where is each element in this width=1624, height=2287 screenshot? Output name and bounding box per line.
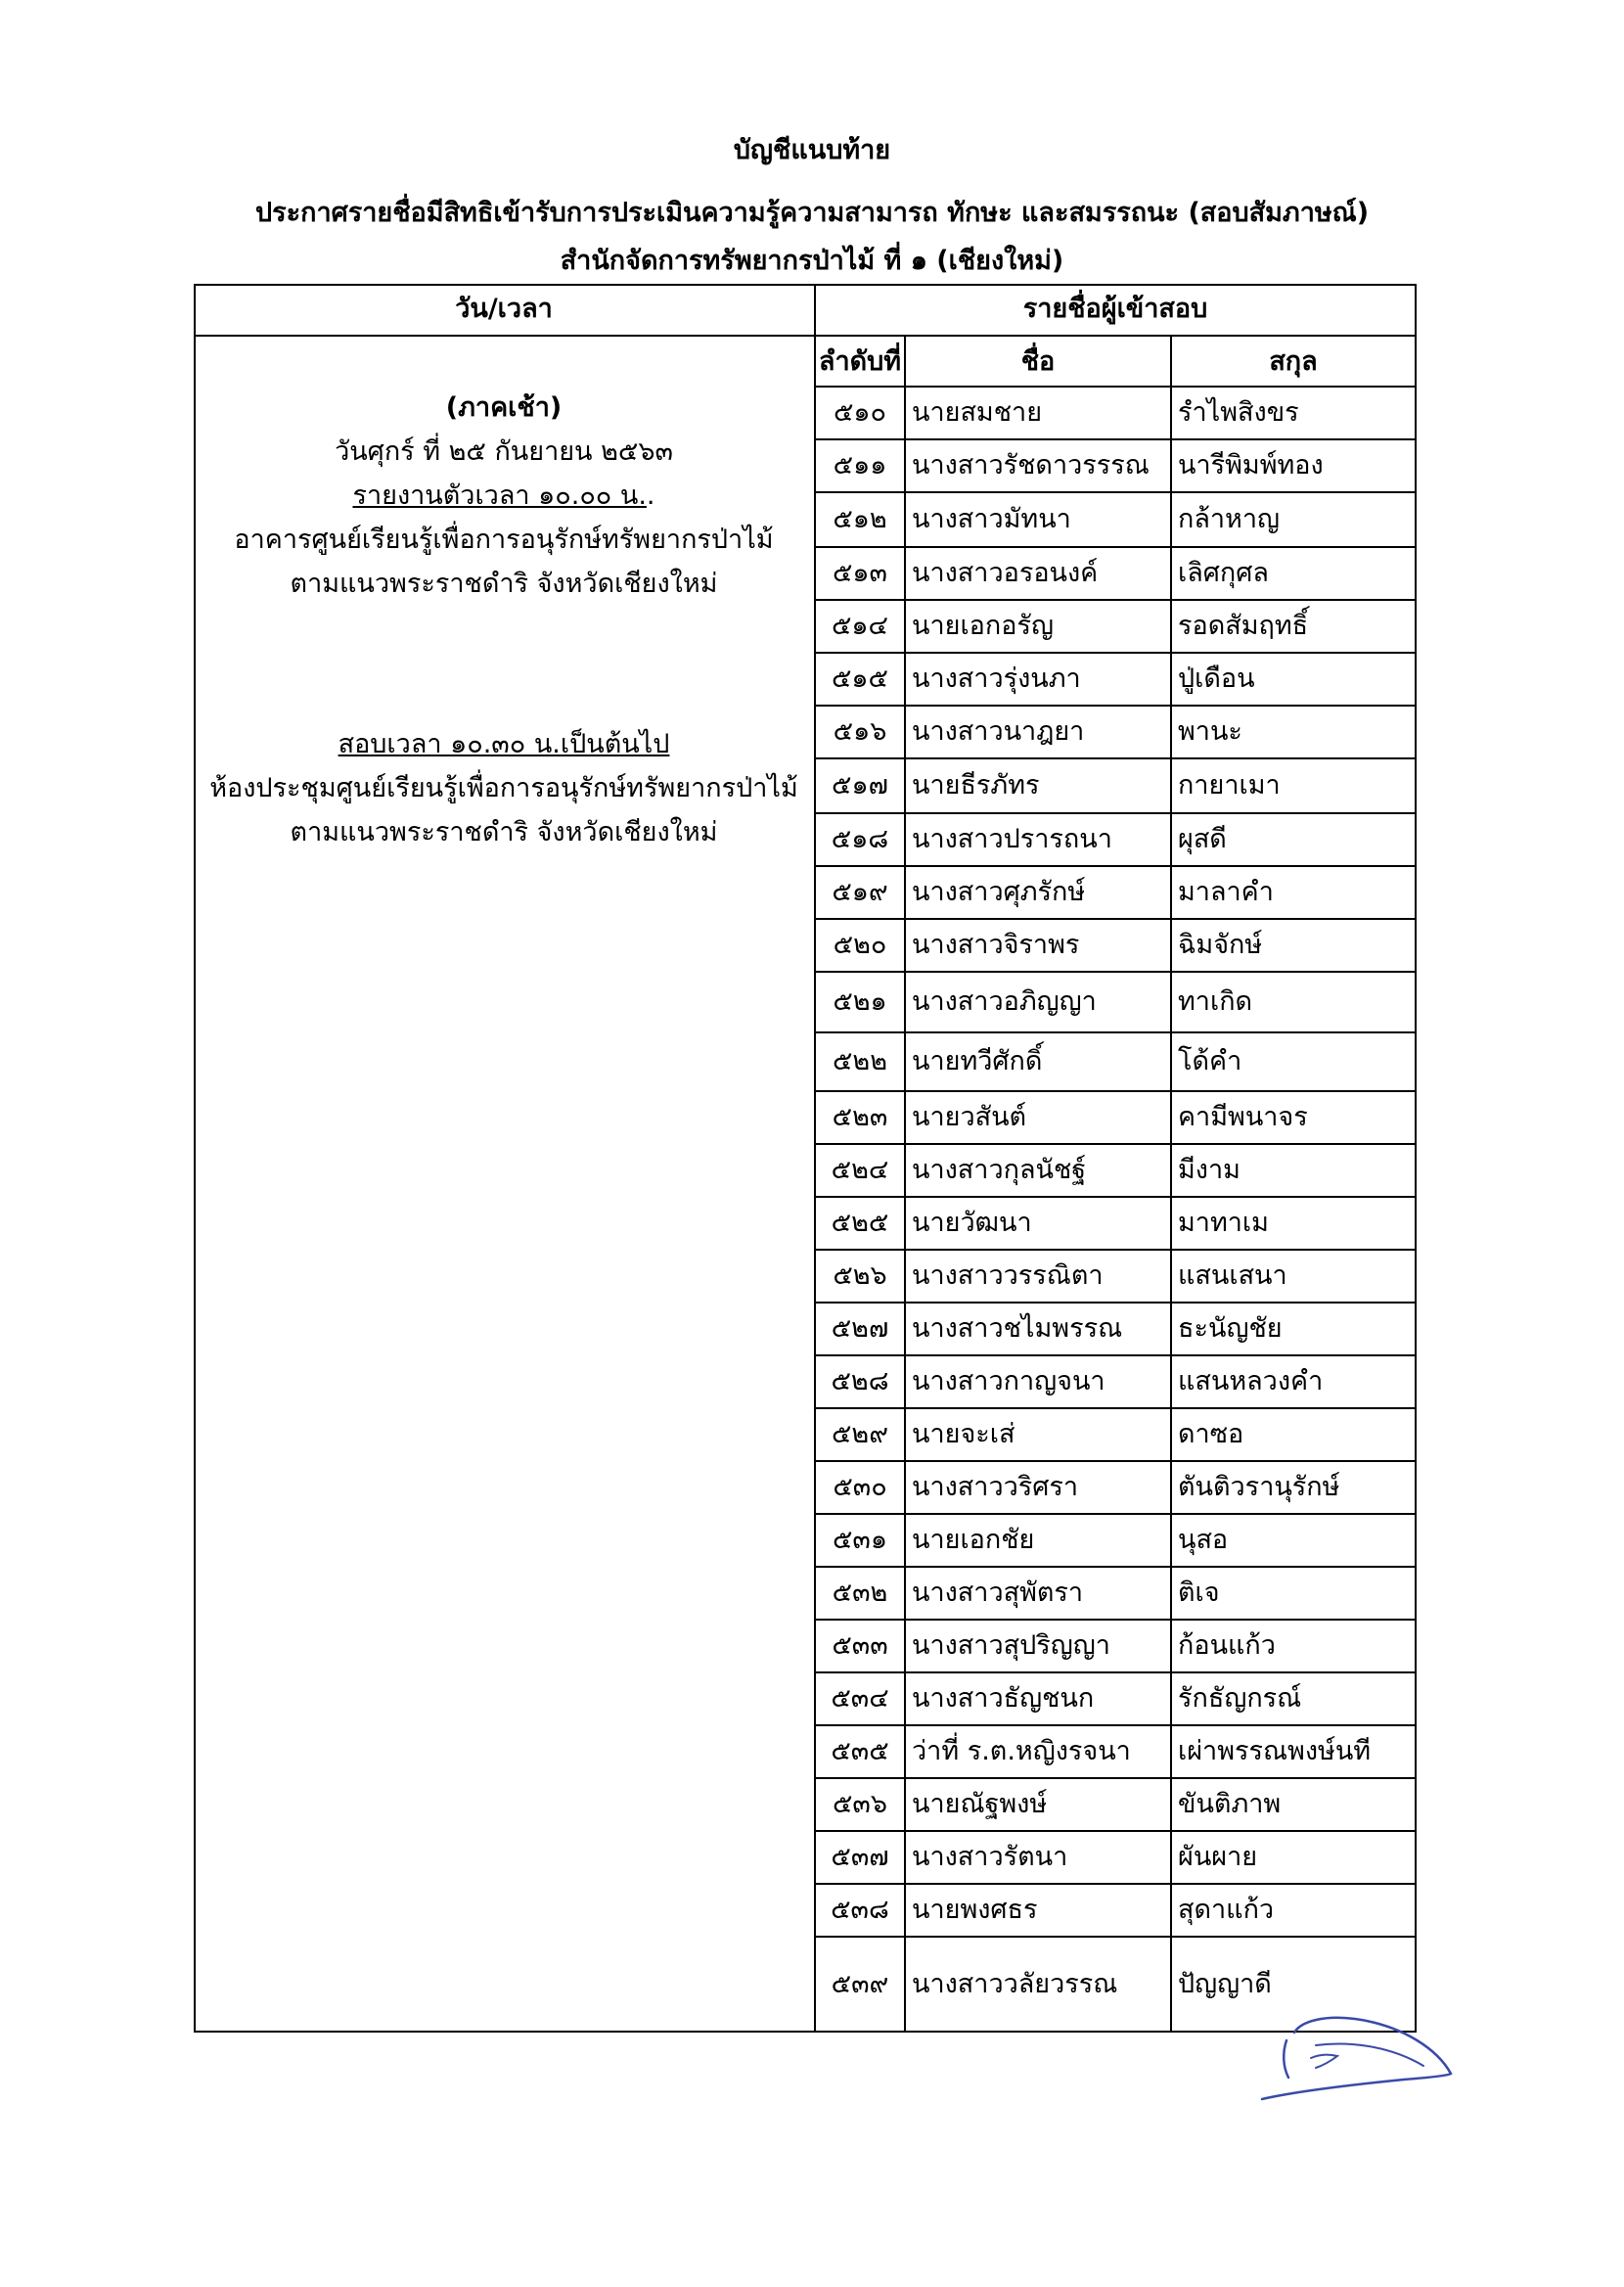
row-name: นางสาวกาญจนา bbox=[912, 1366, 1105, 1396]
row-surname: ปัญญาดี bbox=[1178, 1969, 1272, 1999]
row-no: ๕๑๐ bbox=[833, 397, 887, 428]
row-name: ว่าที่ ร.ต.หญิงรจนา bbox=[912, 1736, 1131, 1766]
row-no: ๕๒๒ bbox=[832, 1046, 888, 1076]
row-no: ๕๒๑ bbox=[833, 986, 887, 1017]
row-surname: พานะ bbox=[1178, 716, 1242, 747]
row-no: ๕๑๒ bbox=[833, 504, 887, 534]
row-surname: ฉิมจักษ์ bbox=[1178, 930, 1263, 960]
row-no: ๕๓๔ bbox=[831, 1683, 889, 1714]
row-surname: เผ่าพรรณพงษ์นที bbox=[1178, 1736, 1372, 1766]
row-name: นางสาวอรอนงค์ bbox=[912, 558, 1099, 588]
session-report-time-line bbox=[194, 474, 814, 518]
row-surname: เลิศกุศล bbox=[1178, 558, 1269, 588]
row-no: ๕๒๙ bbox=[831, 1419, 888, 1449]
row-surname: มาลาคำ bbox=[1178, 877, 1274, 907]
row-name: นางสาวสุปริญญา bbox=[912, 1630, 1110, 1661]
row-surname: ติเจ bbox=[1178, 1578, 1220, 1608]
row-no: ๕๓๗ bbox=[831, 1842, 889, 1872]
row-no: ๕๒๓ bbox=[832, 1102, 888, 1132]
row-name: นายวัฒนา bbox=[912, 1208, 1032, 1238]
session-report-time: รายงานตัวเวลา ๑๐.๐๐ น. bbox=[352, 480, 647, 511]
row-name: นางสาวอภิญญา bbox=[912, 986, 1097, 1017]
row-surname: มีงาม bbox=[1178, 1155, 1241, 1185]
row-surname: รำไพสิงขร bbox=[1178, 397, 1299, 428]
row-name: นายสมชาย bbox=[912, 397, 1043, 428]
row-name: นายวสันต์ bbox=[912, 1102, 1027, 1132]
row-surname: ผันผาย bbox=[1178, 1842, 1258, 1872]
row-name: นายจะเส่ bbox=[912, 1419, 1015, 1449]
row-name: นางสาวรัชดาวรรรณ bbox=[912, 450, 1150, 480]
row-name: นางสาวรัตนา bbox=[912, 1842, 1068, 1872]
document-title: บัญชีแนบท้าย bbox=[733, 135, 891, 165]
row-no: ๕๓๘ bbox=[831, 1895, 889, 1925]
row-name: นายธีรภัทร bbox=[912, 770, 1040, 800]
row-no: ๕๑๔ bbox=[831, 611, 888, 641]
row-name: นางสาวมัทนา bbox=[912, 504, 1071, 534]
session-report-place-2: ตามแนวพระราชดำริ จังหวัดเชียงใหม่ bbox=[290, 569, 718, 599]
header-datetime: วัน/เวลา bbox=[455, 294, 553, 324]
row-surname: โด้คำ bbox=[1178, 1046, 1242, 1076]
table-border-bottom bbox=[194, 2031, 1417, 2033]
row-name: นางสาวรุ่งนภา bbox=[912, 663, 1081, 694]
row-surname: แสนหลวงคำ bbox=[1178, 1366, 1324, 1396]
row-name: นายทวีศักดิ์ bbox=[912, 1046, 1043, 1076]
row-no: ๕๑๙ bbox=[832, 877, 888, 907]
row-no: ๕๒๕ bbox=[831, 1208, 889, 1238]
header-name: ชื่อ bbox=[1020, 346, 1056, 377]
row-surname: ดาซอ bbox=[1178, 1419, 1244, 1449]
document-subtitle-line2: สำนักจัดการทรัพยากรป่าไม้ ที่ ๑ (เชียงใหม่) bbox=[560, 246, 1064, 276]
row-surname: สุดาแก้ว bbox=[1178, 1895, 1275, 1925]
row-surname: กล้าหาญ bbox=[1178, 504, 1281, 534]
row-name: นางสาววลัยวรรณ bbox=[912, 1969, 1118, 1999]
row-name: นายเอกอรัญ bbox=[912, 611, 1054, 641]
row-name: นางสาวกุลนัชฐ์ bbox=[912, 1155, 1087, 1185]
row-no: ๕๒๖ bbox=[833, 1260, 887, 1291]
row-no: ๕๑๑ bbox=[833, 450, 887, 480]
row-name: นางสาวชไมพรรณ bbox=[912, 1313, 1123, 1344]
row-surname: ตันติวรานุรักษ์ bbox=[1178, 1472, 1340, 1502]
session-exam-place-1: ห้องประชุมศูนย์เรียนรู้เพื่อการอนุรักษ์ทรัพยากรป่าไม้ bbox=[209, 773, 798, 803]
row-surname: มาทาเม bbox=[1178, 1208, 1269, 1238]
session-block bbox=[194, 386, 814, 606]
row-no: ๕๑๓ bbox=[832, 558, 888, 588]
session-period: (ภาคเช้า) bbox=[445, 392, 563, 423]
session-date: วันศุกร์ ที่ ๒๕ กันยายน ๒๕๖๓ bbox=[335, 436, 673, 467]
row-name: นางสาวสุพัตรา bbox=[912, 1578, 1084, 1608]
session-report-place-1: อาคารศูนย์เรียนรู้เพื่อการอนุรักษ์ทรัพยากรป่าไม้ bbox=[234, 525, 774, 555]
row-no: ๕๑๕ bbox=[831, 663, 888, 694]
row-name: นายเอกชัย bbox=[912, 1525, 1035, 1555]
row-no: ๕๒๐ bbox=[833, 930, 887, 960]
row-surname: นารีพิมพ์ทอง bbox=[1178, 450, 1324, 480]
row-no: ๕๓๕ bbox=[831, 1736, 889, 1766]
row-no: ๕๓๙ bbox=[831, 1969, 889, 1999]
exam-block bbox=[194, 722, 814, 854]
row-name: นางสาวปรารถนา bbox=[912, 824, 1112, 854]
row-surname: รักธัญกรณ์ bbox=[1178, 1683, 1302, 1714]
row-name: นางสาวธัญชนก bbox=[912, 1683, 1095, 1714]
session-exam-time: สอบเวลา ๑๐.๓๐ น.เป็นต้นไป bbox=[338, 729, 670, 759]
row-surname: แสนเสนา bbox=[1178, 1260, 1287, 1291]
row-name: นางสาวนาฎยา bbox=[912, 716, 1085, 747]
row-name: นายพงศธร bbox=[912, 1895, 1038, 1925]
row-surname: ก้อนแก้ว bbox=[1178, 1630, 1276, 1661]
row-surname: ธะนัญชัย bbox=[1178, 1313, 1283, 1344]
row-surname: นุสอ bbox=[1178, 1525, 1229, 1555]
row-name: นางสาวศุภรักษ์ bbox=[912, 877, 1086, 907]
row-surname: ปู่เดือน bbox=[1178, 663, 1255, 694]
header-no: ลำดับที่ bbox=[818, 346, 902, 377]
row-surname: ขันติภาพ bbox=[1178, 1789, 1282, 1819]
row-no: ๕๒๔ bbox=[831, 1155, 889, 1185]
row-name: นางสาววริศรา bbox=[912, 1472, 1079, 1502]
session-exam-place-2: ตามแนวพระราชดำริ จังหวัดเชียงใหม่ bbox=[290, 817, 718, 847]
row-surname: รอดสัมฤทธิ์ bbox=[1178, 611, 1309, 641]
row-no: ๕๓๒ bbox=[832, 1578, 888, 1608]
row-no: ๕๑๗ bbox=[832, 770, 888, 800]
row-surname: กายาเมา bbox=[1178, 770, 1281, 800]
header-examinees: รายชื่อผู้เข้าสอบ bbox=[1022, 294, 1208, 324]
row-no: ๕๒๗ bbox=[831, 1313, 889, 1344]
row-no: ๕๓๓ bbox=[832, 1630, 888, 1661]
row-no: ๕๓๖ bbox=[832, 1789, 888, 1819]
document-subtitle-line1: ประกาศรายชื่อมีสิทธิเข้ารับการประเมินความรู้ความสามารถ ทักษะ และสมรรถนะ (สอบสัมภาษณ์) bbox=[254, 198, 1370, 228]
row-no: ๕๑๘ bbox=[831, 824, 889, 854]
signature-icon bbox=[1257, 2001, 1463, 2114]
row-name: นายณัฐพงษ์ bbox=[912, 1789, 1048, 1819]
header-surname: สกุล bbox=[1269, 346, 1318, 377]
row-surname: คามีพนาจร bbox=[1178, 1102, 1308, 1132]
row-name: นางสาวจิราพร bbox=[912, 930, 1080, 960]
row-name: นางสาววรรณิตา bbox=[912, 1260, 1104, 1291]
session-report-time-tail: . bbox=[646, 480, 655, 511]
row-no: ๕๒๘ bbox=[831, 1366, 889, 1396]
row-no: ๕๑๖ bbox=[833, 716, 887, 747]
row-surname: ทาเกิด bbox=[1178, 986, 1253, 1017]
row-no: ๕๓๐ bbox=[833, 1472, 887, 1502]
row-no: ๕๓๑ bbox=[832, 1525, 888, 1555]
row-surname: ผุสดี bbox=[1178, 824, 1227, 854]
